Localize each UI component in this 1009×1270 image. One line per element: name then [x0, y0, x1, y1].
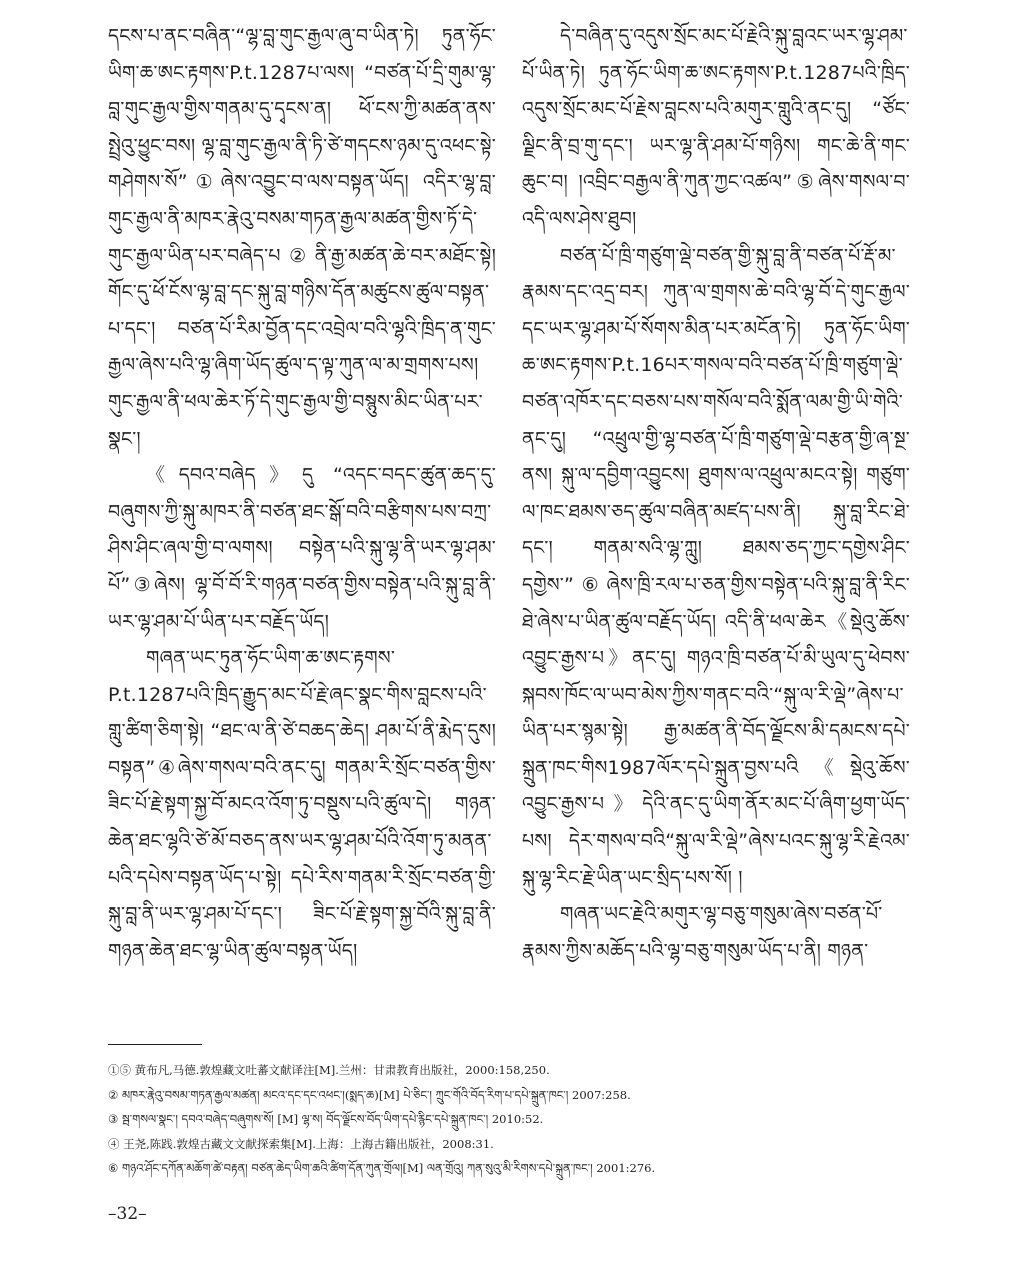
left-text-column	[108, 18, 496, 969]
right-text-column	[522, 18, 910, 969]
paragraph: གཞན་ཡང་ཏུན་ཧོང་ཡིག་ཆ་ཨང་རྟགས་P.t.1287པའི་ཁྲིད་རྒྱུད་མང་པོ་རྗེ་ཞང་སྣང་གིས་བླངས་པའི་གླུ་ཚིག་ཅིག་སྟེ། “ཐང་ལ་ནི་ཙེ་བཆད་ཆེད། ཤམ་པོ་ནི་རྨེད་དུས། བསྟན”④ཞེས་གསལ་བའི་ནང་དུ། གནམ་རི་སྲོང་བཙན་གྱིས་ཟིང་པོ་རྗེ་སྟག་སྐྱ་བོ་མངའ་འོག་ཏུ་བསྡུས་པའི་ཚུལ་དེ། གཉན་ཆེན་ཐང་ལྷའི་ཙེ་མོ་བཅད་ནས་ཡར་ལྷ་ཤམ་པོའི་འོག་ཏུ་མནན་པའི་དཔེས་བསྟན་ཡོད་པ་སྟེ། དཔེ་རིས་གནམ་རི་སྲོང་བཙན་གྱི་སྐུ་བླ་ནི་ཡར་ལྷ་ཤམ་པོ་དང་། ཟིང་པོ་རྗེ་སྟག་སྐྱ་བོའི་སྐུ་བླ་ནི་གཉན་ཆེན་ཐང་ལྷ་ཡིན་ཚུལ་བསྟན་ཡོད།	[108, 647, 496, 962]
paragraph: 《དབའ་བཞེད》དུ “འདང་བདང་ཚུན་ཆད་དུ་བཞུགས་ཀྱི་སྐུ་མཁར་ནི་བཙན་ཐང་སྒོ་བའི་བརྩིགས་པས་བཀྲ་ཤིས་ཤིང་ཞལ་གྱི་བ་ལགས། བསྟེན་པའི་སྐུ་ལྷ་ནི་ཡར་ལྷ་ཤམ་པོ”③ཞེས། ལྷ་བོ་བོ་རི་གཉན་བཙན་གྱིས་བསྟེན་པའི་སྐུ་བླ་ནི་ཡར་ལྷ་ཤམ་པོ་ཡིན་པར་བརྗོད་ཡོད།	[108, 464, 496, 633]
footnote-divider	[108, 1044, 202, 1045]
footnote: ② མཁར་རྣེའུ་བསམ་གཏན་རྒྱལ་མཚན། མངའ་དང་དང་འཕང་།(སྨད་ཆ)[M] པེ་ཅིང་། ཀྲུང་གོའི་བོད་རིག་པ་དཔེ་སྐྲུན་ཁང་། 2007:258.	[108, 1087, 631, 1102]
page-number: –32–	[108, 1204, 147, 1224]
footnote: ③ སྦ་གསལ་སྣང་། དབའ་བཞེད་བཞུགས་སོ། [M] ལྷ་ས། བོད་ལྗོངས་བོད་ཡིག་དཔེ་རྙིང་དཔེ་སྐྲུན་ཁང་། 2010:52.	[108, 1112, 544, 1126]
footnote: ⑥ གཉའ་ཤོང་དཀོན་མཆོག་ཚེ་བརྟན། བཙན་ཆེད་ཡིག་ཆའི་ཚིག་དོན་ཀུན་གྲོལ།[M] ལན་གྲོའུ། ཀན་སུའུ་མི་རིགས་དཔེ་སྐྲུན་ཁང་། 2001:276.	[108, 1161, 656, 1175]
footnote: ④ 王尧,陈践.敦煌古藏文文献探索集[M].上海：上海古籍出版社，2008:31.	[108, 1136, 494, 1151]
paragraph: དངས་པ་ནང་བཞིན་“ལྷ་བླ་གུང་རྒྱལ་ཞུ་བ་ཡིན་ཏེ། ཏུན་ཧོང་ཡིག་ཆ་ཨང་རྟགས་P.t.1287པ་ལས། “བཙན་པོ་དྲི་གུམ་ལྷ་བླ་གུང་རྒྱལ་གྱིས་གནམ་དུ་དྭངས་ན། ཕོ་ངས་ཀྱི་མཚན་ནས་སྤྲེའུ་ཕྱུང་བས། ལྷ་བླ་གུང་རྒྱལ་ནི་ཏི་ཙེ་གདངས་ཉམ་དུ་འཕང་སྟེ་གཤེགས་སོ”①ཞེས་འབྱུང་བ་ལས་བསྟན་ཡོད། འདིར་ལྷ་བླ་གུང་རྒྱལ་ནི་མཁར་རྣེའུ་བསམ་གཏན་རྒྱལ་མཚན་གྱིས་ཏོ་དེ་གུང་རྒྱལ་ཡིན་པར་བཞེད་པ②ནི་རྒྱ་མཚན་ཆེ་བར་མཐོང་སྟེ། གོང་དུ་ཕོ་ངོས་ལྷ་བླ་དང་སྐུ་བླ་གཉིས་དོན་མཚུངས་ཚུལ་བསྟན་པ་དང་། བཙན་པོ་རིམ་བྱོན་དང་འབྲེལ་བའི་ལྷའི་ཁྲིད་ན་གུང་རྒྱལ་ཞེས་པའི་ལྷ་ཞིག་ཡོད་ཚུལ་ད་ལྟ་ཀུན་ལ་མ་གྲགས་པས། གུང་རྒྱལ་ནི་ཕལ་ཆེར་ཏོ་དེ་གུང་རྒྱལ་གྱི་བསྙུས་མིང་ཡིན་པར་སྣང་།	[108, 25, 496, 450]
paragraph: བཙན་པོ་ཁྲི་གཙུག་ལྡེ་བཙན་གྱི་སྐུ་བླ་ནི་བཙན་པོ་རྡོ་མ་རྣམས་དང་འདྲ་བར། ཀུན་ལ་གྲགས་ཆེ་བའི་ལྷ་བོ་དེ་གུང་རྒྱལ་དང་ཡར་ལྷ་ཤམ་པོ་སོགས་མིན་པར་མངོན་ཏེ། ཏུན་ཧོང་ཡིག་ཆ་ཨང་རྟགས་P.t.16པར་གསལ་བའི་བཙན་པོ་ཁྲི་གཙུག་ལྡེ་བཙན་འཁོར་དང་བཅས་པས་གསོལ་བའི་སྨོན་ལམ་གྱི་ཡི་གེའི་ནང་དུ། “འཕྲུལ་གྱི་ལྷ་བཙན་པོ་ཁྲི་གཙུག་ལྡེ་བརྩན་གྱི་ཞ་སྔ་ནས། སྐུ་ལ་དབྱིག་འབྱུངས། ཐུགས་ལ་འཕྲུལ་མངའ་སྟེ། གཙུག་ལ་ཁང་ཐམས་ཅད་ཚུལ་བཞིན་མཛད་པས་ནི། སྐུ་བླ་རིང་ཐེ་དང་། གནམ་སའི་ལྷ་ཀླུ། ཐམས་ཅད་ཀྱང་དགྱེས་ཤིང་དགྱེས་”⑥ཞེས་ཁྲི་རལ་པ་ཅན་གྱིས་བསྟེན་པའི་སྐུ་བླ་ནི་རིང་ཐེ་ཞེས་པ་ཡིན་ཚུལ་བརྗོད་ཡོད། འདི་ནི་ཕལ་ཆེར《སྡེའུ་ཆོས་འབྱུང་རྒྱས་པ》ནང་དུ། གཉའ་ཁྲི་བཙན་པོ་མི་ཡུལ་དུ་ཕེབས་སྐབས་ཁོང་ལ་ཡབ་མེས་ཀྱིས་གནང་བའི་“སྐུ་ལ་རི་ལྡེ”ཞེས་པ་ཡིན་པར་སྙམ་སྟེ། རྒྱ་མཚན་ནི་བོད་ལྗོངས་མི་དམངས་དཔེ་སྐྲུན་ཁང་གིས1987ལོར་དཔེ་སྐྲུན་བྱས་པའི《སྡེའུ་ཆོས་འབྱུང་རྒྱས་པ》དེའི་ནང་དུ་ཡིག་ནོར་མང་པོ་ཞིག་ཕྱག་ཡོད་པས། དེར་གསལ་བའི“སྐུ་ལ་རི་ལྡེ”ཞེས་པའང་སྐུ་ལྷ་རི་རྗེའམ་སྐུ་ལྷ་རིང་རྗེ་ཡིན་ཡང་སྲིད་པས་སོ། །	[522, 244, 910, 889]
footnotes	[108, 1058, 908, 1181]
footnote: ①⑤ 黄布凡,马德.敦煌藏文吐蕃文献译注[M].兰州：甘肃教育出版社，2000:158,250.	[108, 1063, 550, 1077]
paragraph: གཞན་ཡང་རྗེའི་མགུར་ལྷ་བཅུ་གསུམ་ཞེས་བཙན་པོ་རྣམས་ཀྱིས་མཆོད་པའི་ལྷ་བཅུ་གསུམ་ཡོད་པ་ནི། གཉན་	[522, 903, 883, 962]
paragraph: དེ་བཞིན་དུ་འདུས་སྲོང་མང་པོ་རྗེའི་སྐུ་བླའང་ཡར་ལྷ་ཤམ་པོ་ཡིན་ཏེ། ཏུན་ཧོང་ཡིག་ཆ་ཨང་རྟགས་P.t.1287པའི་ཁྲིད་འདུས་སྲོང་མང་པོ་རྗེས་བླངས་པའི་མགུར་གླུའི་ནང་དུ། “ཙོང་ལྗིང་ནི་བྲ་གུ་དང་། ཡར་ལྷ་ནི་ཤམ་པོ་གཉིས། གང་ཆེ་ནི་གང་ཆུང་བ། །འབྲིང་བརྒྱལ་ནི་ཀུན་ཀྱང་འཚལ”⑤ཞེས་གསལ་བ་འདི་ལས་ཤེས་ཐུབ།	[522, 25, 910, 230]
